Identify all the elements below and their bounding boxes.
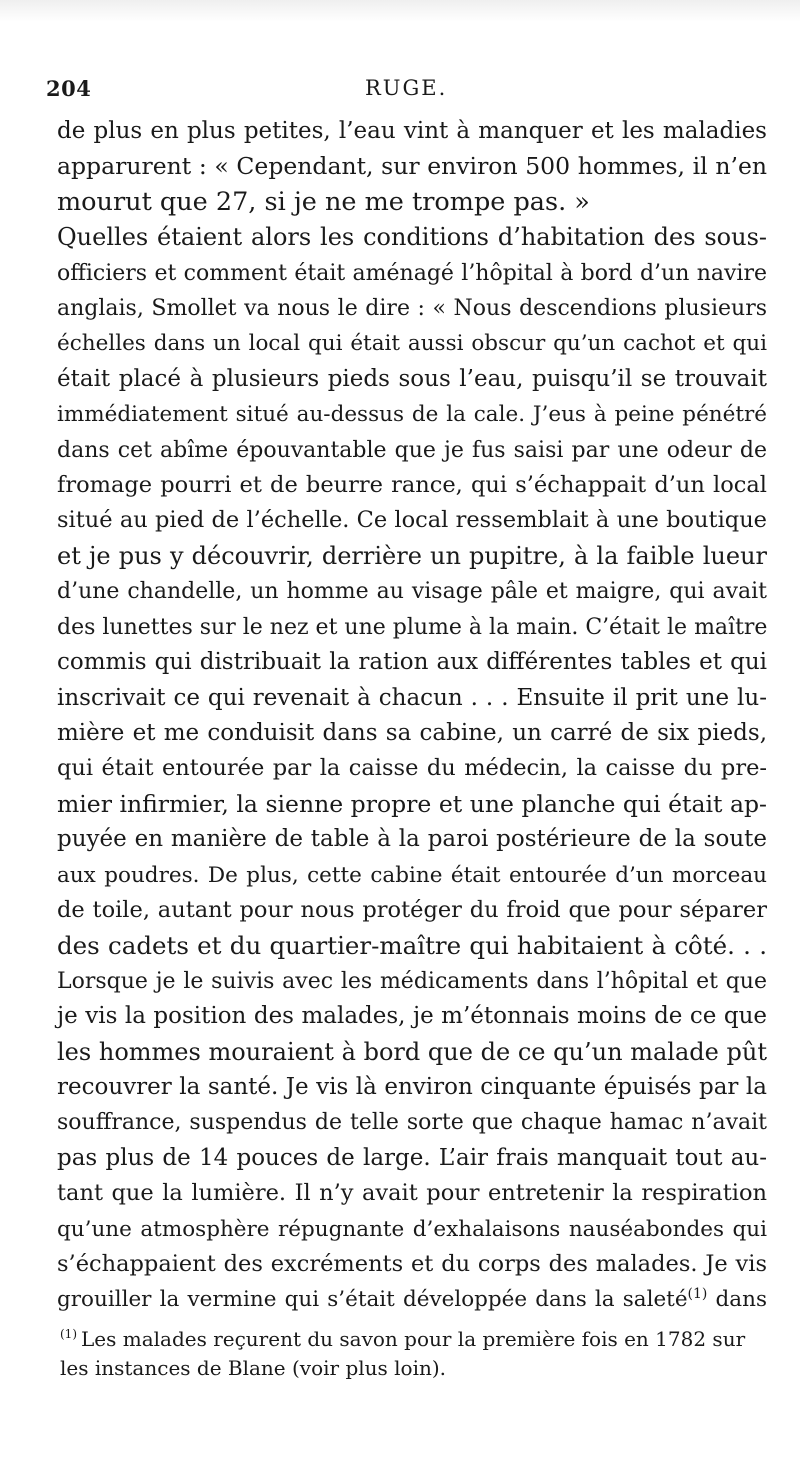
text-line: était placé à plusieurs pieds sous l’eau, puisqu’il se trouvait — [57, 365, 767, 392]
text-line-with-footnote-ref — [57, 1282, 767, 1317]
footnote-reference[interactable]: (1) — [687, 1286, 708, 1303]
footnote-marker: (1) — [60, 1327, 77, 1342]
text-line: des lunettes sur le nez et une plume à la main. C’était le maître — [57, 614, 768, 640]
text-line: anglais, Smollet va nous le dire : « Nous descendions plusieurs — [57, 296, 767, 322]
text-line: de plus en plus petites, l’eau vint à manquer et les maladies — [57, 118, 767, 144]
text-line: fromage pourri et de beurre rance, qui s’échappait d’un local — [57, 472, 767, 499]
running-title: RUGE. — [365, 76, 448, 100]
text-line: apparurent : « Cependant, sur environ 500 hommes, il n’en — [57, 152, 767, 181]
text-line: échelles dans un local qui était aussi obscur qu’un cachot et qui — [57, 331, 767, 357]
text-line: officiers et comment était aménagé l’hôpital à bord d’un navire — [57, 260, 767, 286]
scan-edge — [0, 0, 800, 22]
text-line: inscrivait ce qui revenait à chacun . . . Ensuite il prit une lu- — [57, 684, 767, 711]
text-line: situé au pied de l’échelle. Ce local ressemblait à une boutique — [57, 507, 767, 534]
text-line: qu’une atmosphère répugnante d’exhalaisons nauséabondes qui — [57, 1216, 767, 1242]
text-line: commis qui distribuait la ration aux différentes tables et qui — [57, 649, 767, 676]
text-line: et je pus y découvrir, derrière un pupitre, à la faible lueur — [57, 541, 767, 570]
text-line: s’échappaient des excréments et du corps des malades. Je vis — [57, 1251, 767, 1277]
footnote-text: Les malades reçurent du savon pour la première fois en 1782 sur les instances de Blane (voir plus loin). — [60, 1327, 746, 1380]
text-line: Lorsque je le suivis avec les médicaments dans l’hôpital et que — [57, 968, 767, 994]
text-line: tant que la lumière. Il n’y avait pour entretenir la respiration — [57, 1180, 767, 1207]
text-line: d’une chandelle, un homme au visage pâle et maigre, qui avait — [57, 579, 767, 605]
body-text — [57, 114, 767, 1318]
text-line: les hommes mouraient à bord que de ce qu’un malade pût — [57, 1037, 767, 1066]
text-segment: dans — [707, 1287, 768, 1313]
text-line: pas plus de 14 pouces de large. L’air frais manquait tout au- — [57, 1144, 767, 1171]
text-line: immédiatement situé au-dessus de la cale. J’eus à peine pénétré — [57, 402, 767, 428]
text-line: aux poudres. De plus, cette cabine était entourée d’un morceau — [57, 862, 767, 888]
text-line: souffrance, suspendus de telle sorte que chaque hamac n’avait — [57, 1110, 767, 1136]
text-line: recouvrer la santé. Je vis là environ cinquante épuisés par la — [57, 1073, 767, 1100]
text-line: qui était entourée par la caisse du médecin, la caisse du pre- — [57, 755, 767, 782]
text-line: dans cet abîme épouvantable que je fus saisi par une odeur de — [57, 437, 767, 463]
text-line: de toile, autant pour nous protéger du froid que pour séparer — [57, 896, 767, 923]
text-line: puyée en manière de table à la paroi postérieure de la soute — [57, 826, 767, 853]
footnote — [60, 1325, 768, 1383]
text-line: mier infirmier, la sienne propre et une planche qui était ap- — [57, 789, 767, 818]
text-segment: grouiller la vermine qui s’était développée dans la saleté — [57, 1287, 688, 1313]
text-line: des cadets et du quartier-maître qui habitaient à côté. . . — [57, 931, 767, 961]
page-number: 204 — [46, 76, 92, 101]
text-line: mourut que 27, si je ne me trompe pas. » — [57, 186, 590, 217]
text-line: Quelles étaient alors les conditions d’habitation des sous- — [57, 223, 767, 252]
text-line: mière et me conduisit dans sa cabine, un carré de six pieds, — [57, 719, 767, 746]
text-line: je vis la position des malades, je m’étonnais moins de ce que — [57, 1003, 767, 1030]
